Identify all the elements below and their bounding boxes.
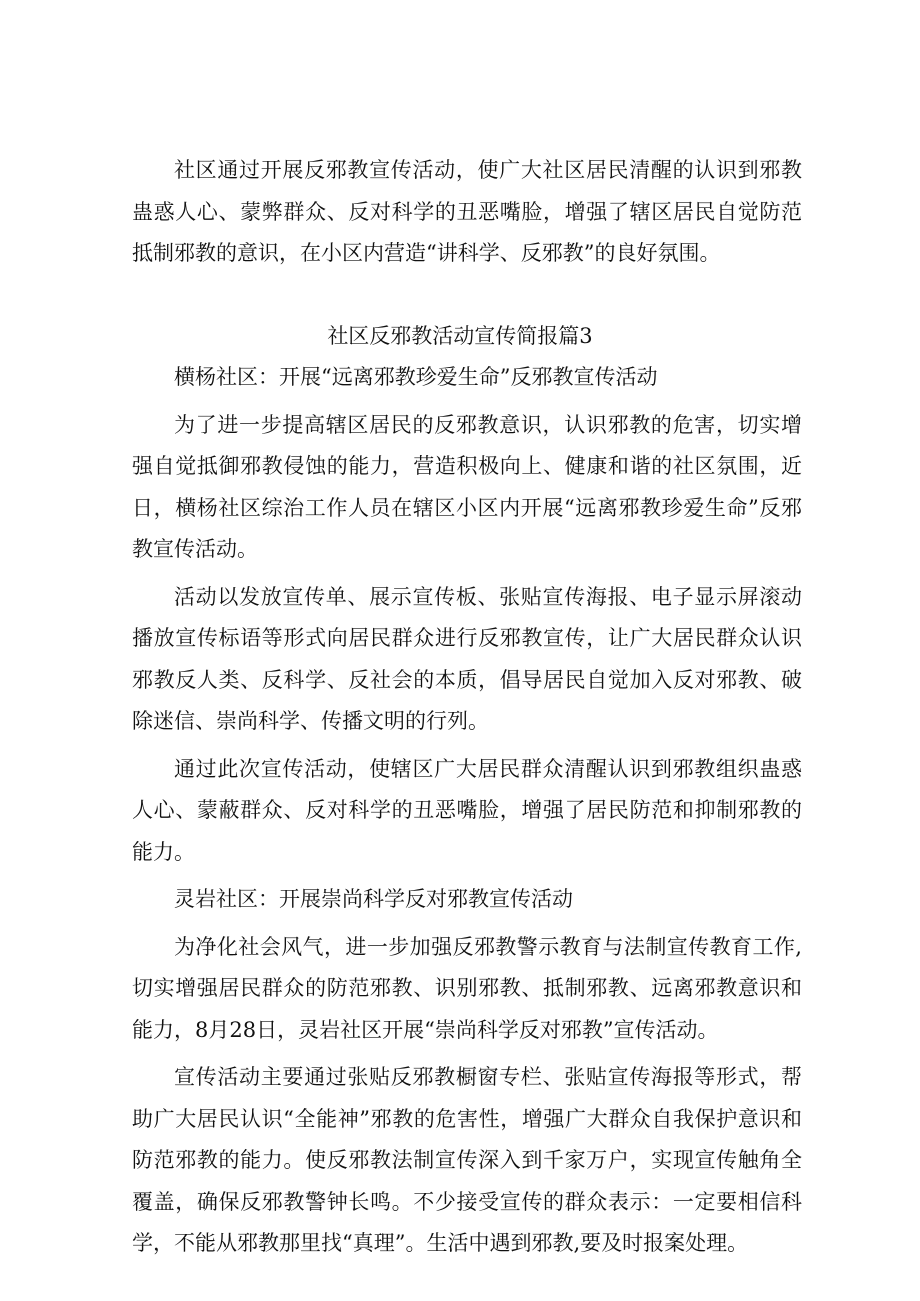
section-title: 社区反邪教活动宣传简报篇3 <box>327 324 593 348</box>
paragraph-lingyan-intro: 为净化社会风气，进一步加强反邪教警示教育与法制宣传教育工作,切实增强居民群众的防范邪教、识别邪教、抵制邪教、远离邪教意识和能力，8月28日，灵岩社区开展“崇尚科学反对邪教”宣传活动。 <box>132 934 802 1042</box>
article-body <box>132 357 802 1271</box>
paragraph-lingyan-activity: 宣传活动主要通过张贴反邪教橱窗专栏、张贴宣传海报等形式，帮助广大居民认识“全能神”邪教的危害性，增强广大群众自我保护意识和防范邪教的能力。使反邪教法制宣传深入到千家万户，实现宣传触角全覆盖，确保反邪教警钟长鸣。不少接受宣传的群众表示：一定要相信科学，不能从邪教那里找“真理”。生活中遇到邪教,要及时报案处理。 <box>132 1065 802 1255</box>
paragraph-hengyang-intro: 为了进一步提高辖区居民的反邪教意识，认识邪教的危害，切实增强自觉抵御邪教侵蚀的能力，营造积极向上、健康和谐的社区氛围，近日，横杨社区综治工作人员在辖区小区内开展“远离邪教珍爱生命”反邪教宣传活动。 <box>132 412 802 561</box>
subheading-hengyang: 横杨社区：开展“远离邪教珍爱生命”反邪教宣传活动 <box>174 365 658 389</box>
intro-paragraph: 社区通过开展反邪教宣传活动，使广大社区居民清醒的认识到邪教蛊惑人心、蒙弊群众、反对科学的丑恶嘴脸，增强了辖区居民自觉防范抵制邪教的意识，在小区内营造“讲科学、反邪教”的良好氛围。 <box>132 158 802 265</box>
paragraph-hengyang-activity: 活动以发放宣传单、展示宣传板、张贴宣传海报、电子显示屏滚动播放宣传标语等形式向居民群众进行反邪教宣传，让广大居民群众认识邪教反人类、反科学、反社会的本质，倡导居民自觉加入反对邪教、破除迷信、崇尚科学、传播文明的行列。 <box>132 584 802 733</box>
subheading-lingyan: 灵岩社区：开展崇尚科学反对邪教宣传活动 <box>174 887 573 911</box>
paragraph-hengyang-result: 通过此次宣传活动，使辖区广大居民群众清醒认识到邪教组织蛊惑人心、蒙蔽群众、反对科学的丑恶嘴脸，增强了居民防范和抑制邪教的能力。 <box>132 756 802 864</box>
